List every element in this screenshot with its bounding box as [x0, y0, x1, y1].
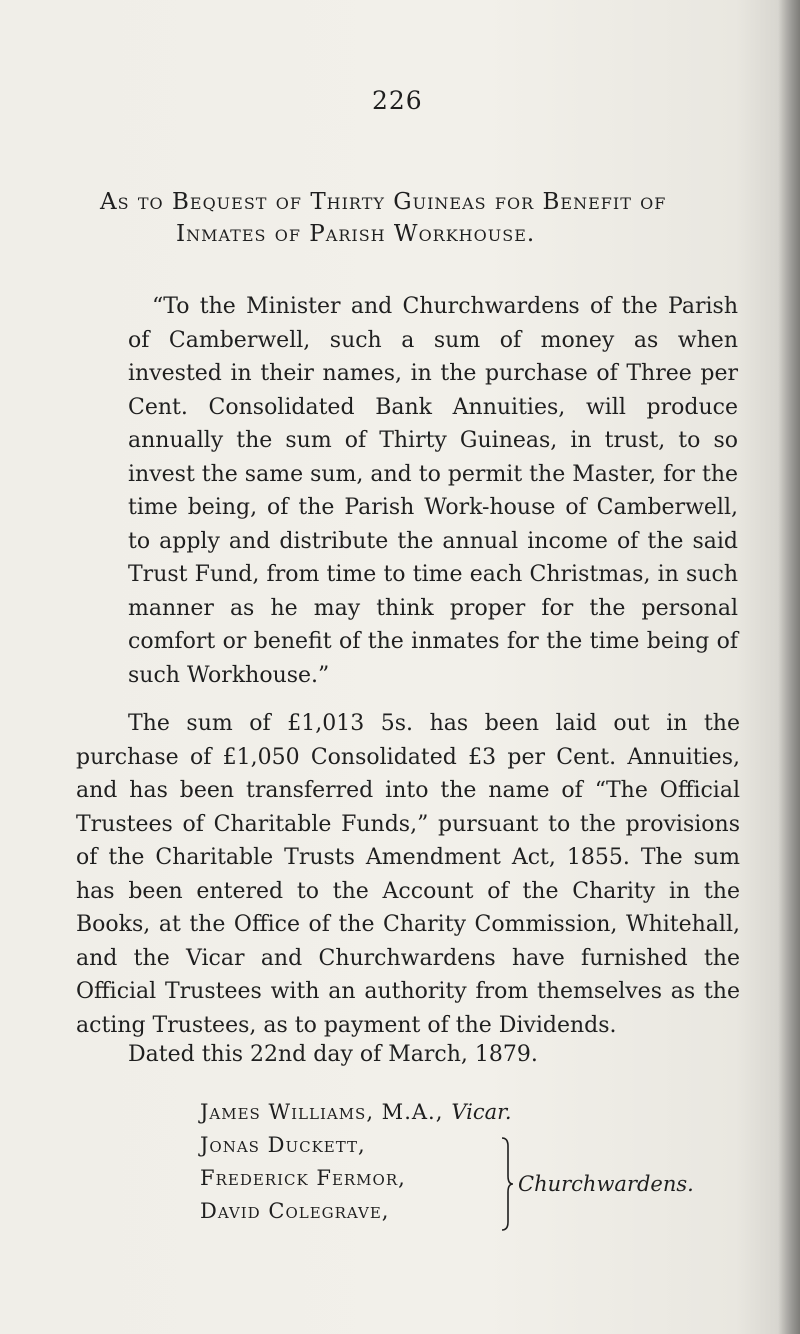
investment-paragraph: The sum of £1,013 5s. has been laid out in the purchase of £1,050 Consolidated £3 per Cent. Annuities, and has been transferred into the name of “The Official Trustees of Charitable Funds,” pursuant to the provisions of the Charitable Trusts Amendment Act, 1855. The sum has been entered to the Account of the Charity in the Books, at the Office of the Charity Commission, Whitehall, and the Vicar and Churchwardens have furnished the Official Trustees with an authority from themselves as the acting Trustees, as to payment of the Dividends. — [76, 711, 740, 1038]
heading-line-1: As to Bequest of Thirty Guineas for Benefit of — [100, 189, 667, 215]
page-number: 226 — [372, 86, 423, 115]
churchwardens-role: Churchwardens. — [518, 1172, 694, 1196]
churchwarden-signature — [200, 1129, 720, 1162]
heading-line-2: Inmates of Parish Workhouse. — [176, 221, 536, 247]
right-brace-icon — [500, 1136, 514, 1232]
vicar-name: James Williams, M.A., — [200, 1100, 444, 1124]
bequest-quote: “To the Minister and Churchwardens of the Parish of Camberwell, such a sum of money as when invested in their names, in the purchase of Three per Cent. Consolidated Bank Annuities, will produce annually the sum of Thirty Guineas, in trust, to so invest the same sum, and to permit the Master, for the time being, of the Parish Work-house of Camberwell, to apply and distribute the annual income of the said Trust Fund, from time to time each Christmas, in such manner as he may think proper for the personal comfort or benefit of the inmates for the time being of such Workhouse.” — [128, 294, 739, 688]
page-edge-shadow — [778, 0, 800, 1334]
dated-line: Dated this 22nd day of March, 1879. — [128, 1042, 538, 1067]
signature-block — [200, 1096, 720, 1228]
churchwarden-name: Frederick Fermor, — [200, 1166, 406, 1190]
section-heading — [100, 186, 740, 250]
vicar-signature — [200, 1096, 720, 1129]
vicar-role: Vicar. — [451, 1100, 512, 1124]
churchwarden-name: Jonas Duckett, — [200, 1133, 366, 1157]
churchwarden-name: David Colegrave, — [200, 1199, 390, 1223]
